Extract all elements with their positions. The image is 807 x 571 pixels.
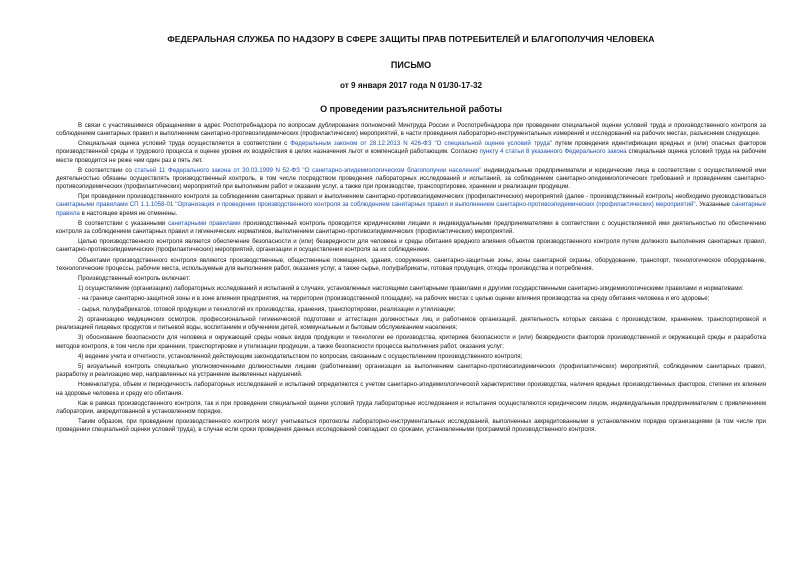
- list-item-1: 1) осуществление (организацию) лабораторных исследований и испытаний в случаях, установленных настоящими санитарными правилами и другими государственными санитарно-эпидемиологическими правилами и нормативами:: [78, 285, 744, 293]
- paragraph-2-text-a: Специальная оценка условий труда осуществляется в соответствии с: [78, 140, 291, 148]
- paragraph-11: Таким образом, при проведении производственного контроля могут учитываться протоколы лабораторно-инструментальных исследований, выполненных аккредитованными в установленном порядке организациями (в том числе при проведении специальной оценки условий труда), в случае если сроки проведения данных исследований совпадают со сроками, установленными программой производственного контроля.: [56, 418, 766, 434]
- paragraph-4-text-b: . Указанные: [695, 201, 732, 209]
- list-item-2: 2) организацию медицинских осмотров, профессиональной гигиенической подготовки и аттестации должностных лиц и работников организаций, деятельность которых связана с производством, хранением, транспортировкой и реализацией пищевых продуктов и питьевой воды, воспитанием и обучением детей, коммунальным и бытовым обслуживанием населения;: [56, 316, 766, 332]
- document-page: [56, 34, 766, 437]
- paragraph-2-text-c: специальная оценка условий труда на рабочем месте проводится не реже чем один раз в пять лет.: [56, 148, 766, 164]
- law-426-fz-link[interactable]: Федеральным законом от 28.12.2013 N 426-ФЗ "О специальной оценке условий труда": [290, 140, 553, 148]
- paragraph-6: Целью производственного контроля является обеспечение безопасности и (или) безвредности для человека и среды обитания вредного влияния объектов производственного контроля путем должного выполнения санитарных правил, санитарно-противоэпидемических (профилактических) мероприятий, организации и осуществления контроля за их соблюдением.: [56, 238, 766, 254]
- paragraph-10: Как в рамках производственного контроля, так и при проведении специальной оценки условий труда лабораторные исследования и испытания осуществляются юридическим лицом, индивидуальным предпринимателем с привлечением лаборатории, аккредитованной в установленном порядке.: [56, 399, 766, 415]
- paragraph-4-text-a: При проведении производственного контроля за соблюдением санитарных правил и выполнением санитарно-противоэпидемических (профилактических) мероприятий (далее - производственный контроль) необходимо руководствоваться: [78, 193, 766, 201]
- list-item-5: 5) визуальный контроль специально уполномоченными должностными лицами (работниками) организации за выполнением санитарно-противоэпидемических (профилактических) мероприятий, соблюдением санитарных правил, разработку и реализацию мер, направленных на устранение выявленных нарушений.: [56, 363, 766, 379]
- list-subitem-2: - сырья, полуфабрикатов, готовой продукции и технологий их производства, хранения, транспортировки, реализации и утилизации;: [78, 305, 456, 313]
- agency-title: ФЕДЕРАЛЬНАЯ СЛУЖБА ПО НАДЗОРУ В СФЕРЕ ЗАЩИТЫ ПРАВ ПОТРЕБИТЕЛЕЙ И БЛАГОПОЛУЧИЯ ЧЕЛОВЕКА: [167, 34, 655, 44]
- list-item-4: 4) ведение учета и отчетности, установленной действующим законодательством по вопросам, связанным с осуществлением производственного контроля;: [78, 352, 523, 360]
- sanitary-rules-link[interactable]: санитарные правила: [56, 201, 766, 217]
- paragraph-1: В связи с участившимися обращениями в адрес Роспотребнадзора по вопросам дублирования полномочий Минтруда России и Роспотребнадзора при проведении специальной оценки условий труда и производственного контроля за соблюдением санитарных правил и выполнением санитарно-противоэпидемических (профилактических) мероприятий, в части проведения лабораторно-инструментальных измерений и исследований на рабочих местах, разъясняем следующее.: [56, 122, 766, 138]
- paragraph-9: Номенклатура, объем и периодичность лабораторных исследований и испытаний определяются с учетом санитарно-эпидемиологической характеристики производства, наличия вредных производственных факторов, степени их влияния на здоровье человека и среду его обитания.: [56, 381, 766, 397]
- document-subject: О проведении разъяснительной работы: [320, 104, 502, 114]
- document-date: от 9 января 2017 года N 01/30-17-32: [339, 81, 483, 90]
- paragraph-8: Производственный контроль включает:: [78, 274, 191, 282]
- paragraph-2: [56, 140, 766, 164]
- paragraph-7: Объектами производственного контроля являются производственные, общественные помещения, здания, сооружения, санитарно-защитные зоны, зоны санитарной охраны, оборудование, транспорт, технологическое оборудование, технологические процессы, рабочие места, используемые для выполнения работ, оказания услуг, а также сырье, полуфабрикаты, готовая продукция, отходы производства и потребления.: [56, 256, 766, 272]
- sp-1-1-1058-01-link[interactable]: санитарными правилами СП 1.1.1058-01 "Организация и проведение производственного контроля за соблюдением санитарных правил и выполнением санитарно-противоэпидемических (профилактических) мероприятий": [56, 201, 696, 209]
- paragraph-3-text-a: В соответствии со: [78, 166, 135, 174]
- law-52-fz-link[interactable]: статьей 11 Федерального закона от 30.03.1999 N 52-ФЗ "О санитарно-эпидемиологическом благополучии населения": [134, 166, 482, 174]
- paragraph-5: [56, 220, 766, 236]
- list-subitem-1: - на границе санитарно-защитной зоны и в зоне влияния предприятия, на территории (производственной площадке), на рабочих местах с целью оценки влияния производства на среду обитания человека и его здоровье;: [78, 295, 710, 303]
- paragraph-3: [56, 167, 766, 191]
- paragraph-3-text-b: индивидуальные предприниматели и юридические лица в соответствии с осуществляемой ими деятельностью обязаны осуществлять производственный контроль, в том числе посредством проведения лабораторных исследований и испытаний, за соблюдением санитарно-эпидемиологических требований и проведением санитарно-противоэпидемических (профилактических) мероприятий при выполнении работ и оказании услуг, а также при производстве, транспортировке, хранении и реализации продукции.: [56, 166, 766, 191]
- paragraph-5-text-b: производственный контроль проводится юридическими лицами и индивидуальными предпринимателями в соответствии с осуществляемой ими деятельностью по обеспечению контроля за соблюдением санитарных правил и гигиенических нормативов, выполнением санитарно-противоэпидемических (профилактических) мероприятий.: [56, 219, 766, 235]
- paragraph-4: [56, 193, 766, 217]
- article-8-point-4-link[interactable]: пункту 4 статьи 8 указанного Федерального закона: [479, 148, 627, 156]
- paragraph-4-text-c: в настоящее время не отменены.: [79, 209, 178, 217]
- paragraph-2-text-b: путем проведения идентификации вредных и (или) опасных факторов производственной среды и трудового процесса и оценке уровня их воздействия в целях назначения льгот и компенсаций работающим. Согласно: [56, 140, 766, 156]
- list-item-3: 3) обоснование безопасности для человека и окружающей среды новых видов продукции и технологии ее производства, критериев безопасности и (или) безвредности факторов производственной и окружающей среды и разработка методов контроля, в том числе при хранении, транспортировке и утилизации продукции, а также безопасности процесса выполнения работ, оказания услуг;: [56, 334, 766, 350]
- paragraph-5-text-a: В соответствии с указанными: [78, 219, 169, 227]
- sanitary-rules-link-2[interactable]: санитарными правилами: [168, 219, 241, 227]
- document-type: ПИСЬМО: [390, 60, 432, 70]
